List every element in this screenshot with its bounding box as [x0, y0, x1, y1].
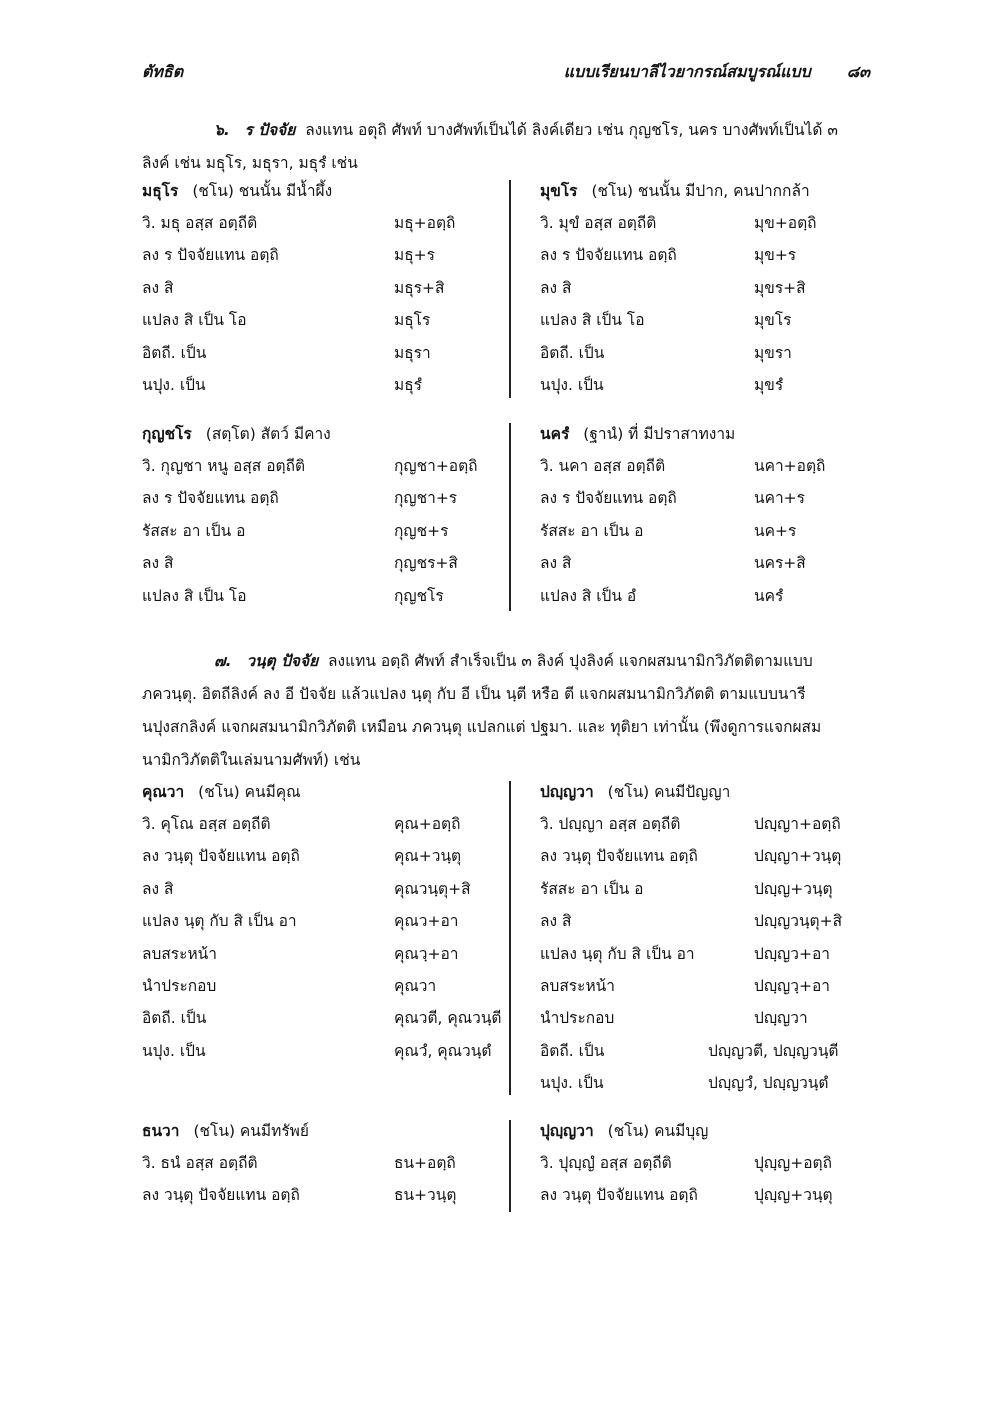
derivation-row: แปลง สิ เป็น โอ มธุโร	[142, 311, 431, 330]
derivation-row: ลง ร ปัจจัยแทน อตฺถิ มุข+ร	[540, 246, 797, 265]
derivation-madhuro	[142, 174, 504, 401]
section-7-line1: ลงแทน อตฺถิ ศัพท์ สำเร็จเป็น ๓ ลิงค์ ปุงลิงค์ แจกผสมนามิกวิภัตติตามแบบ	[328, 652, 813, 670]
derivation-row: นปุง. เป็น ปญฺญวํ, ปญฺญวนฺตํ	[540, 1074, 829, 1093]
derivation-gunava	[142, 775, 504, 1067]
entry-word: กุญชโร	[142, 424, 192, 443]
derivation-row: นำประกอบ ปญฺญวา	[540, 1009, 808, 1028]
derivation-row: ลง ร ปัจจัยแทน อตฺถิ มธุ+ร	[142, 246, 435, 265]
derivation-punnava	[540, 1114, 862, 1211]
entry-word: คุณวา	[142, 782, 185, 801]
entry-meaning: (สตฺโต) สัตว์ มีคาง	[205, 424, 331, 443]
derivation-row: ลง สิ มุขร+สิ	[540, 278, 806, 297]
derivation-row: ลบสระหน้า ปญฺญวฺ+อา	[540, 977, 830, 996]
derivation-row: วิ. มุขํ อสฺส อตฺถีติ มุข+อตฺถิ	[540, 214, 817, 233]
derivation-row: ลง สิ มธุร+สิ	[142, 278, 445, 297]
section-6-line2: ลิงค์ เช่น มธุโร, มธุรา, มธุรํ เช่น	[142, 154, 358, 172]
entry-word: นครํ	[540, 424, 570, 443]
derivation-row: วิ. ปุญฺญํ อสฺส อตฺถีติ ปุญฺญ+อตฺถิ	[540, 1154, 832, 1173]
derivation-row: ลง วนฺตุ ปัจจัยแทน อตฺถิ ปุญฺญ+วนฺตุ	[540, 1186, 833, 1205]
derivation-row: นำประกอบ คุณวา	[142, 977, 437, 996]
derivation-row: แปลง นฺตุ กับ สิ เป็น อา ปญฺญว+อา	[540, 944, 830, 963]
section-7-line3: นปุงสกลิงค์ แจกผสมนามิกวิภัตติ เหมือน ภควนฺตุ แปลกแต่ ปฐมา. และ ทุติยา เท่านั้น (พึงดูการแจกผสม	[142, 718, 822, 736]
block-2	[142, 417, 862, 613]
column-divider	[509, 781, 511, 1095]
derivation-row: วิ. ปญฺญา อสฺส อตฺถีติ ปญฺญา+อตฺถิ	[540, 815, 841, 834]
derivation-dhanava	[142, 1114, 504, 1211]
derivation-row: รัสสะ อา เป็น อ ปญฺญ+วนฺตุ	[540, 879, 833, 898]
entry-meaning: (ชโน) คนมีปัญญา	[607, 782, 731, 801]
block-3	[142, 775, 862, 1097]
derivation-row: นปุง. เป็น มุขรํ	[540, 376, 784, 395]
derivation-row: แปลง นฺตุ กับ สิ เป็น อา คุณว+อา	[142, 912, 459, 931]
entry-meaning: (ชโน) คนมีทรัพย์	[193, 1121, 309, 1140]
book-title: แบบเรียนบาลีไวยากรณ์สมบูรณ์แบบ	[563, 62, 811, 81]
derivation-row: ลง ร ปัจจัยแทน อตฺถิ กุญชา+ร	[142, 489, 458, 508]
derivation-row: ลง วนฺตุ ปัจจัยแทน อตฺถิ ปญฺญา+วนฺตุ	[540, 847, 842, 866]
entry-word: ปญฺญวา	[540, 782, 594, 801]
entry-meaning: (ฐานํ) ที่ มีปราสาทงาม	[583, 424, 736, 443]
entry-word: มธุโร	[142, 181, 179, 200]
page-number: ๘๓	[846, 62, 870, 81]
running-head-left: ตัทธิต	[142, 62, 184, 81]
entry-word: ปุญฺญวา	[540, 1121, 594, 1140]
derivation-row: วิ. ธนํ อสฺส อตฺถีติ ธน+อตฺถิ	[142, 1154, 456, 1173]
derivation-row: อิตถี. เป็น ปญฺญวตี, ปญฺญวนฺตี	[540, 1041, 839, 1060]
derivation-row: แปลง สิ เป็น โอ มุขโร	[540, 311, 792, 330]
column-divider	[509, 180, 511, 398]
entry-meaning: (ชโน) ชนนั้น มีปาก, คนปากกล้า	[591, 181, 810, 200]
derivation-mukharo	[540, 174, 862, 401]
derivation-row: ลง วนฺตุ ปัจจัยแทน อตฺถิ ธน+วนฺตุ	[142, 1186, 457, 1205]
derivation-row: ลบสระหน้า คุณวฺ+อา	[142, 944, 459, 963]
derivation-row: ลง ร ปัจจัยแทน อตฺถิ นคา+ร	[540, 489, 805, 508]
derivation-row: ลง สิ กุญชร+สิ	[142, 554, 458, 573]
derivation-row: วิ. มธุ อสฺส อตฺถีติ มธุ+อตฺถิ	[142, 214, 456, 233]
block-1	[142, 174, 862, 400]
derivation-pannava	[540, 775, 862, 1099]
derivation-row: แปลง สิ เป็น โอ กุญชโร	[142, 586, 444, 605]
derivation-row: วิ. คุโณ อสฺส อตฺถีติ คุณ+อตฺถิ	[142, 815, 461, 834]
derivation-row: แปลง สิ เป็น อํ นครํ	[540, 586, 784, 605]
derivation-row: รัสสะ อา เป็น อ กุญช+ร	[142, 521, 449, 540]
entry-meaning: (ชโน) คนมีคุณ	[198, 782, 301, 801]
section-6-intro	[142, 114, 864, 180]
section-7-line2: ภควนฺตุ. อิตถีลิงค์ ลง อี ปัจจัย แล้วแปลง นฺตุ กับ อี เป็น นฺตี หรือ ตี แจกผสมนามิกวิภัตติ ตามแบบนารี	[142, 685, 806, 703]
derivation-nagaram	[540, 417, 862, 611]
column-divider	[509, 1120, 511, 1212]
derivation-row: วิ. กุญชา หนู อสฺส อตฺถีติ กุญชา+อตฺถิ	[142, 457, 478, 476]
derivation-row: นปุง. เป็น มธุรํ	[142, 376, 423, 395]
section-7-line4: นามิกวิภัตติในเล่มนามศัพท์) เช่น	[142, 751, 361, 769]
section-6-line1: ลงแทน อตุถิ ศัพท์ บางศัพท์เป็นได้ ลิงค์เดียว เช่น กุญชโร, นคร บางศัพท์เป็นได้ ๓	[305, 121, 838, 139]
derivation-row: ลง วนฺตุ ปัจจัยแทน อตฺถิ คุณ+วนฺตุ	[142, 847, 462, 866]
derivation-row: อิตถี. เป็น มธุรา	[142, 343, 431, 362]
derivation-kunjaro	[142, 417, 504, 611]
derivation-row: นปุง. เป็น คุณวํ, คุณวนฺตํ	[142, 1041, 492, 1060]
section-7-intro	[142, 645, 864, 777]
running-head-right	[564, 60, 870, 85]
entry-meaning: (ชโน) คนมีบุญ	[607, 1121, 709, 1140]
block-4	[142, 1114, 862, 1214]
entry-word: ธนวา	[142, 1121, 180, 1140]
section-6-number: ๖.	[214, 121, 230, 139]
section-7-number: ๗.	[214, 652, 232, 670]
derivation-row: อิตถี. เป็น คุณวตี, คุณวนฺตี	[142, 1009, 502, 1028]
derivation-row: ลง สิ คุณวนฺตุ+สิ	[142, 879, 471, 898]
entry-meaning: (ชโน) ชนนั้น มีน้ำผึ้ง	[192, 181, 333, 200]
derivation-row: รัสสะ อา เป็น อ นค+ร	[540, 521, 797, 540]
section-6-heading: ร ปัจจัย	[244, 121, 296, 139]
section-7-heading: วนฺตุ ปัจจัย	[246, 652, 319, 670]
derivation-row: วิ. นคา อสฺส อตฺถีติ นคา+อตฺถิ	[540, 457, 826, 476]
column-divider	[509, 423, 511, 611]
entry-word: มุขโร	[540, 181, 578, 200]
derivation-row: ลง สิ ปญฺญวนฺตุ+สิ	[540, 912, 843, 931]
derivation-row: ลง สิ นคร+สิ	[540, 554, 806, 573]
derivation-row: อิตถี. เป็น มุขรา	[540, 343, 792, 362]
